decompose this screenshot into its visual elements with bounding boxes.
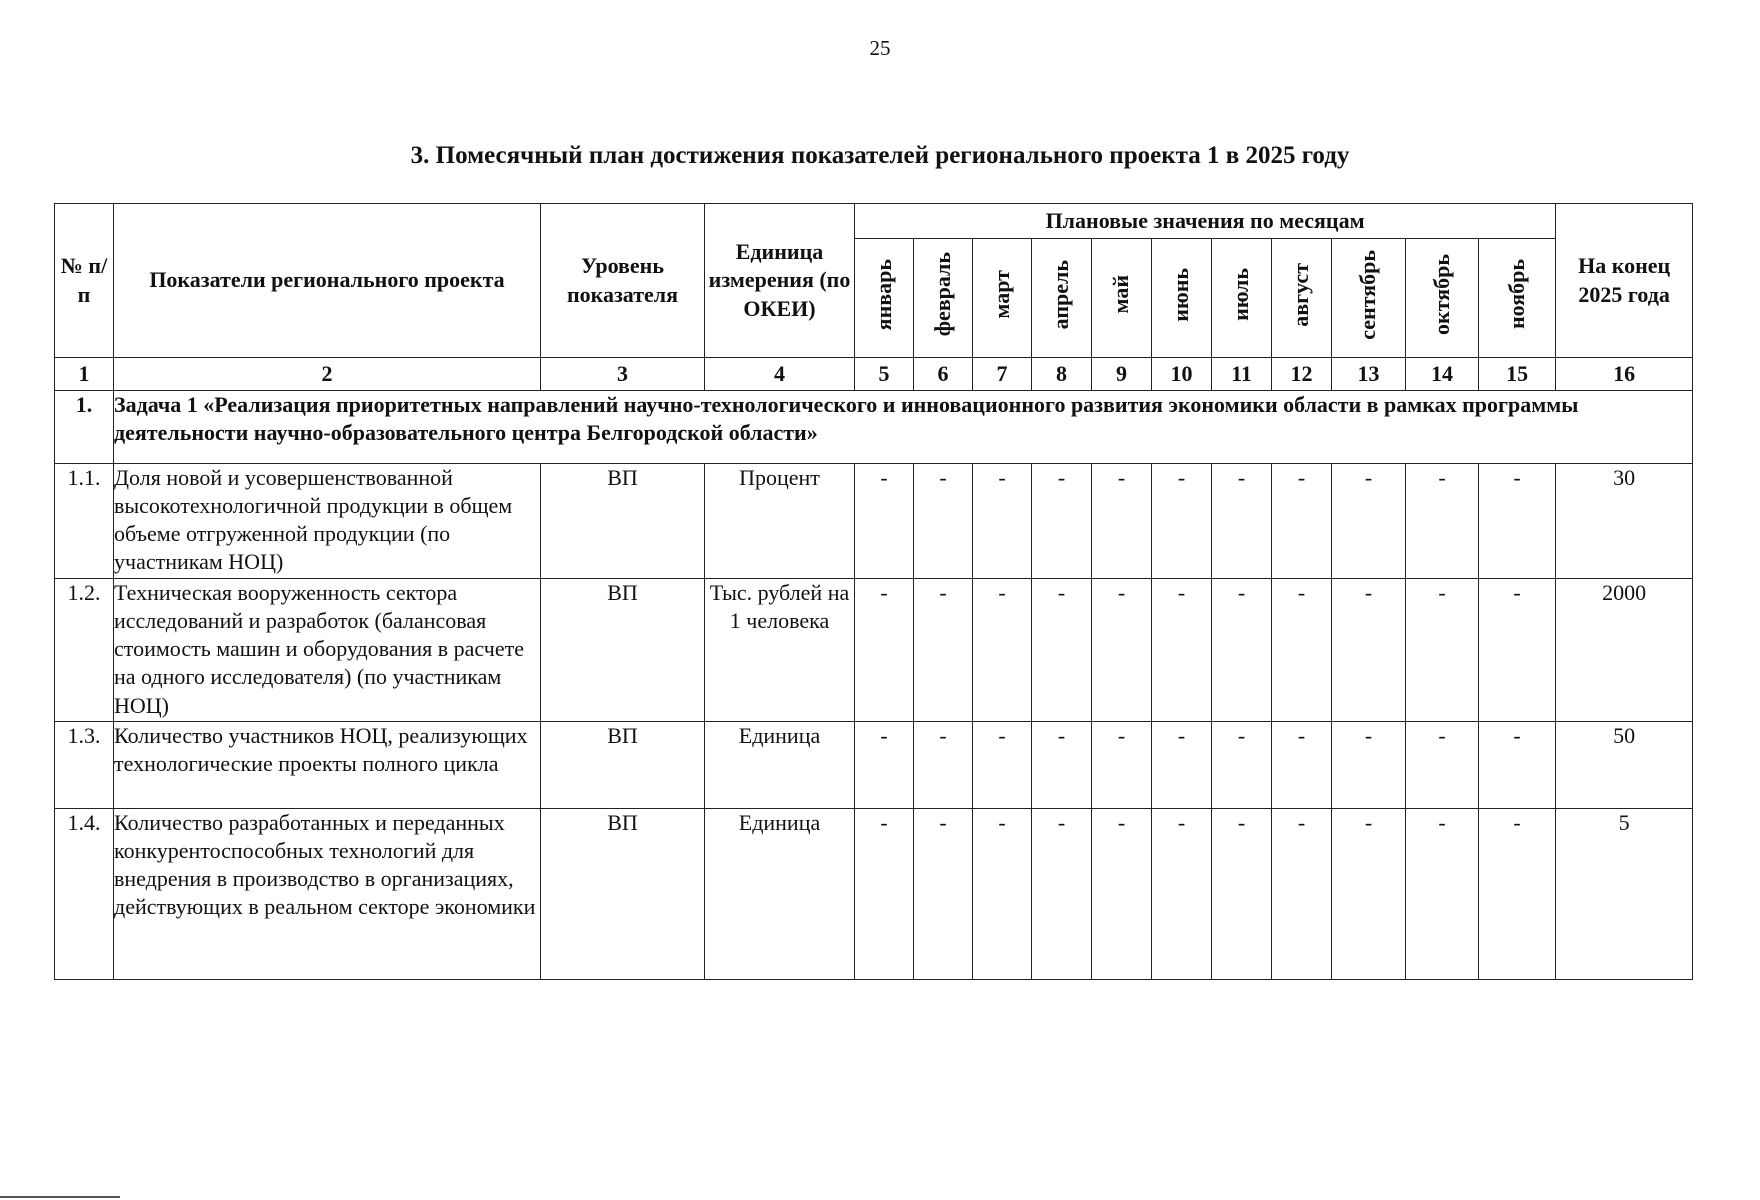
header-month	[1406, 239, 1479, 358]
column-number: 12	[1272, 358, 1332, 391]
row-month-value: -	[1152, 464, 1212, 579]
row-month-value: -	[1272, 809, 1332, 980]
row-month-value: -	[1479, 464, 1556, 579]
row-level: ВП	[541, 722, 705, 809]
month-label: октябрь	[1428, 253, 1454, 335]
row-indicator: Доля новой и усовершенствованной высокотехнологичной продукции в общем объеме отгруженной продукции (по участникам НОЦ)	[114, 464, 541, 579]
row-month-value: -	[1212, 579, 1272, 722]
column-number: 8	[1032, 358, 1092, 391]
table-row	[55, 722, 1693, 809]
column-number: 15	[1479, 358, 1556, 391]
column-number: 10	[1152, 358, 1212, 391]
document-title: 3. Помесячный план достижения показателей регионального проекта 1 в 2025 году	[410, 142, 1350, 169]
row-month-value: -	[914, 464, 973, 579]
header-unit: Единица измерения (по ОКЕИ)	[705, 204, 855, 358]
row-indicator: Количество разработанных и переданных конкурентоспособных технологий для внедрения в производство в организациях, действующих в реальном секторе экономики	[114, 809, 541, 980]
table-row	[55, 809, 1693, 980]
month-label: январь	[870, 258, 896, 331]
row-month-value: -	[1032, 809, 1092, 980]
month-label: ноябрь	[1503, 259, 1529, 330]
row-month-value: -	[1332, 809, 1406, 980]
row-month-value: -	[1479, 579, 1556, 722]
table-row	[55, 579, 1693, 722]
column-number: 2	[114, 358, 541, 391]
task-text: Задача 1 «Реализация приоритетных направлений научно-технологического и инновационного развития экономики области в рамках программы деятельности научно-образовательного центра Белгородской области»	[114, 391, 1693, 464]
row-month-value: -	[1212, 809, 1272, 980]
row-num: 1.4.	[55, 809, 114, 980]
row-month-value: -	[1406, 722, 1479, 809]
row-month-value: -	[1332, 579, 1406, 722]
header-month	[914, 239, 973, 358]
row-month-value: -	[855, 809, 914, 980]
row-month-value: -	[1272, 579, 1332, 722]
row-month-value: -	[1332, 722, 1406, 809]
row-month-value: -	[1152, 722, 1212, 809]
row-month-value: -	[1272, 722, 1332, 809]
month-label: сентябрь	[1355, 249, 1381, 340]
row-month-value: -	[1479, 809, 1556, 980]
header-month	[1212, 239, 1272, 358]
row-month-value: -	[1212, 464, 1272, 579]
month-label: май	[1108, 275, 1134, 314]
header-month	[855, 239, 914, 358]
header-month	[1479, 239, 1556, 358]
row-num: 1.3.	[55, 722, 114, 809]
column-number: 13	[1332, 358, 1406, 391]
row-month-value: -	[1406, 464, 1479, 579]
header-month	[1272, 239, 1332, 358]
row-level: ВП	[541, 809, 705, 980]
task-row	[55, 391, 1693, 464]
row-num: 1.2.	[55, 579, 114, 722]
page-edge-line	[0, 1196, 120, 1198]
column-number: 14	[1406, 358, 1479, 391]
row-month-value: -	[1332, 464, 1406, 579]
header-num: № п/п	[55, 204, 114, 358]
row-month-value: -	[1092, 464, 1152, 579]
column-number: 1	[55, 358, 114, 391]
month-label: апрель	[1048, 259, 1074, 330]
column-number: 4	[705, 358, 855, 391]
row-month-value: -	[1272, 464, 1332, 579]
header-month	[1152, 239, 1212, 358]
row-unit: Единица	[705, 809, 855, 980]
header-end-of-year: На конец 2025 года	[1556, 204, 1693, 358]
row-month-value: -	[914, 809, 973, 980]
header-indicator: Показатели регионального проекта	[114, 204, 541, 358]
month-label: июль	[1228, 267, 1254, 321]
month-label: февраль	[929, 252, 955, 337]
row-unit: Единица	[705, 722, 855, 809]
row-end-value: 50	[1556, 722, 1693, 809]
row-end-value: 30	[1556, 464, 1693, 579]
row-end-value: 2000	[1556, 579, 1693, 722]
row-month-value: -	[1092, 579, 1152, 722]
row-month-value: -	[973, 809, 1032, 980]
column-number: 6	[914, 358, 973, 391]
row-month-value: -	[914, 579, 973, 722]
row-month-value: -	[914, 722, 973, 809]
row-end-value: 5	[1556, 809, 1693, 980]
row-month-value: -	[855, 579, 914, 722]
row-num: 1.1.	[55, 464, 114, 579]
header-month	[1032, 239, 1092, 358]
column-number: 11	[1212, 358, 1272, 391]
row-month-value: -	[973, 464, 1032, 579]
row-month-value: -	[1479, 722, 1556, 809]
row-month-value: -	[1032, 464, 1092, 579]
column-number: 9	[1092, 358, 1152, 391]
column-number: 5	[855, 358, 914, 391]
row-month-value: -	[1406, 579, 1479, 722]
task-num: 1.	[55, 391, 114, 464]
row-month-value: -	[1152, 809, 1212, 980]
row-month-value: -	[1032, 722, 1092, 809]
month-label: август	[1288, 262, 1314, 327]
table-row	[55, 464, 1693, 579]
header-month	[973, 239, 1032, 358]
header-month	[1092, 239, 1152, 358]
month-label: июнь	[1168, 267, 1194, 322]
row-level: ВП	[541, 464, 705, 579]
column-number: 16	[1556, 358, 1693, 391]
row-unit: Тыс. рублей на 1 человека	[705, 579, 855, 722]
row-unit: Процент	[705, 464, 855, 579]
row-month-value: -	[1092, 809, 1152, 980]
column-number: 3	[541, 358, 705, 391]
month-label: март	[988, 270, 1014, 319]
row-month-value: -	[855, 464, 914, 579]
row-month-value: -	[855, 722, 914, 809]
row-month-value: -	[1152, 579, 1212, 722]
page-number: 25	[869, 36, 891, 60]
row-level: ВП	[541, 579, 705, 722]
header-month	[1332, 239, 1406, 358]
row-month-value: -	[1032, 579, 1092, 722]
column-number: 7	[973, 358, 1032, 391]
row-month-value: -	[1406, 809, 1479, 980]
row-month-value: -	[1092, 722, 1152, 809]
header-level: Уровень показателя	[541, 204, 705, 358]
header-months-group: Плановые значения по месяцам	[855, 204, 1556, 239]
row-month-value: -	[973, 722, 1032, 809]
row-indicator: Количество участников НОЦ, реализующих технологические проекты полного цикла	[114, 722, 541, 809]
row-indicator: Техническая вооруженность сектора исследований и разработок (балансовая стоимость машин и оборудования в расчете на одного исследователя) (по участникам НОЦ)	[114, 579, 541, 722]
row-month-value: -	[973, 579, 1032, 722]
row-month-value: -	[1212, 722, 1272, 809]
column-number-row	[55, 358, 1693, 391]
monthly-plan-table	[54, 203, 1693, 980]
